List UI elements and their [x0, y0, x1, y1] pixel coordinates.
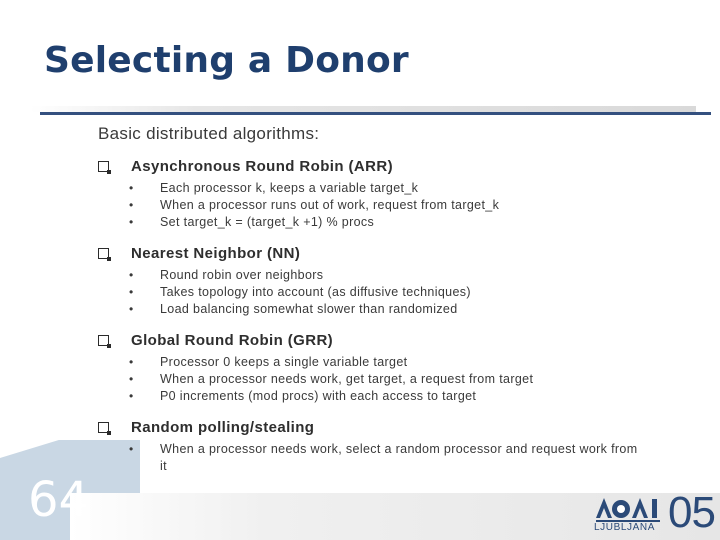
bullet-item — [98, 301, 640, 318]
section-title: Random polling/stealing — [131, 419, 315, 436]
bullet-text: Takes topology into account (as diffusive techniques) — [160, 285, 471, 299]
bullet-text: When a processor runs out of work, request from target_k — [160, 198, 500, 212]
page-number: 64 — [28, 472, 90, 528]
checkbox-bullet-icon — [98, 161, 109, 172]
bullet-dot-icon: • — [129, 355, 134, 369]
bullet-item — [98, 214, 640, 231]
checkbox-bullet-icon — [98, 335, 109, 346]
bullet-dot-icon: • — [129, 181, 134, 195]
section-heading — [98, 158, 640, 180]
bullet-item — [98, 441, 640, 475]
bullet-dot-icon: • — [129, 215, 134, 229]
bullet-dot-icon: • — [129, 285, 134, 299]
bullet-item — [98, 197, 640, 214]
section-nn — [98, 245, 640, 318]
bullet-text: Round robin over neighbors — [160, 268, 324, 282]
bullet-text: Load balancing somewhat slower than randomized — [160, 302, 458, 316]
bullet-dot-icon: • — [129, 198, 134, 212]
bullet-item — [98, 180, 640, 197]
logo-number: 05 — [668, 488, 715, 537]
intro-text: Basic distributed algorithms: — [98, 124, 320, 143]
bullet-item — [98, 284, 640, 301]
bullet-list — [98, 267, 640, 318]
bullet-dot-icon: • — [129, 442, 134, 456]
bullet-item — [98, 267, 640, 284]
section-title: Nearest Neighbor (NN) — [131, 245, 301, 262]
bullet-dot-icon: • — [129, 268, 134, 282]
bullet-text: Each processor k, keeps a variable target_k — [160, 181, 419, 195]
bullet-dot-icon: • — [129, 372, 134, 386]
section-heading — [98, 332, 640, 354]
bullet-text: When a processor needs work, select a random processor and request work from it — [160, 442, 638, 473]
bullet-dot-icon: • — [129, 302, 134, 316]
section-heading — [98, 245, 640, 267]
bullet-list — [98, 354, 640, 405]
bullet-item — [98, 371, 640, 388]
checkbox-bullet-icon — [98, 248, 109, 259]
bullet-item — [98, 354, 640, 371]
bullet-text: Processor 0 keeps a single variable target — [160, 355, 408, 369]
bullet-item — [98, 388, 640, 405]
section-heading — [98, 419, 640, 441]
section-title: Global Round Robin (GRR) — [131, 332, 334, 349]
section-title: Asynchronous Round Robin (ARR) — [131, 158, 393, 175]
bullet-dot-icon: • — [129, 389, 134, 403]
bullet-text: P0 increments (mod procs) with each access to target — [160, 389, 477, 403]
bullet-text: Set target_k = (target_k +1) % procs — [160, 215, 375, 229]
section-arr — [98, 158, 640, 231]
bullet-list — [98, 180, 640, 231]
section-random-polling — [98, 419, 640, 475]
title-rule — [40, 112, 711, 115]
slide-title: Selecting a Donor — [44, 40, 409, 81]
bullet-text: When a processor needs work, get target, a request from target — [160, 372, 534, 386]
bullet-list — [98, 441, 640, 475]
section-grr — [98, 332, 640, 405]
checkbox-bullet-icon — [98, 422, 109, 433]
logo-text: LJUBLJANA — [594, 522, 655, 533]
